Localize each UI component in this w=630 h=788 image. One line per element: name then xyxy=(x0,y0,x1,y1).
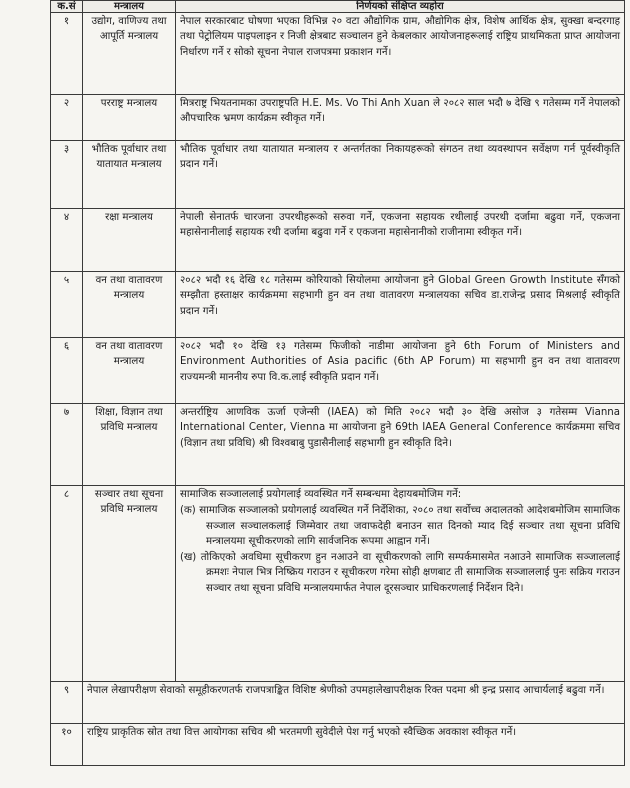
row-decision xyxy=(176,486,625,682)
row-decision: अन्तर्राष्ट्रिय आणविक ऊर्जा एजेन्सी (IAEA) को मिति २०८२ भदौ ३० देखि असोज ३ गतेसम्म Vianna International Center, Vienna मा आयोजना हुने 69th IAEA General Conference कार्यक्रममा सचिव (विज्ञान तथा प्रविधि) श्री विश्वबाबु पुडासैनीलाई सहभागी हुन स्वीकृति दिने। xyxy=(176,404,625,486)
header-decision-summary: निर्णयको संक्षिप्त व्यहोरा xyxy=(176,1,625,13)
row-ministry: शिक्षा, विज्ञान तथा प्रविधि मन्त्रालय xyxy=(83,404,176,486)
row-number: २ xyxy=(51,95,83,141)
row-ministry: रक्षा मन्त्रालय xyxy=(83,209,176,272)
row-ministry: वन तथा वातावरण मन्त्रालय xyxy=(83,338,176,404)
row-number: १० xyxy=(51,724,83,766)
table-row xyxy=(51,682,625,724)
cabinet-decisions-table xyxy=(50,0,625,766)
row-ministry: परराष्ट्र मन्त्रालय xyxy=(83,95,176,141)
row-number: ८ xyxy=(51,486,83,682)
table-row xyxy=(51,724,625,766)
row-decision: नेपाली सेनातर्फ चारजना उपरथीहरूको सरुवा गर्ने, एकजना सहायक रथीलाई उपरथी दर्जामा बढुवा गर्ने, एकजना महासेनानीलाई सहायक रथी दर्जामा बढुवा गर्ने र एकजना महासेनानीको राजीनामा स्वीकृत गर्ने। xyxy=(176,209,625,272)
decision-clause-ka: (क) सामाजिक सञ्जालको प्रयोगलाई व्यवस्थित गर्ने निर्देशिका, २०८० तथा सर्वोच्च अदालतको आदेशबमोजिम सामाजिक सञ्जाल सञ्चालकलाई जिम्मेवार तथा जवाफदेही बनाउन सात दिनको म्याद दिई सञ्चार तथा सूचना प्रविधि मन्त्रालयमा सूचीकरणको लागि सार्वजनिक रूपमा आह्वान गर्ने। xyxy=(180,505,620,547)
table-row xyxy=(51,272,625,338)
row-decision: २०८२ भदौ १६ देखि १८ गतेसम्म कोरियाको सियोलमा आयोजना हुने Global Green Growth Institute सँगको सम्झौता हस्ताक्षर कार्यक्रममा सहभागी हुन वन तथा वातावरण मन्त्रालयका सचिव डा.राजेन्द्र प्रसाद मिश्रलाई स्वीकृति प्रदान गर्ने। xyxy=(176,272,625,338)
row-number: ५ xyxy=(51,272,83,338)
decision-clause-kha: (ख) तोकिएको अवधिमा सूचीकरण हुन नआउने वा सूचीकरणको लागि सम्पर्कमासमेत नआउने सामाजिक सञ्जाललाई क्रमशः नेपाल भित्र निष्क्रिय गराउन र सूचीकरण गरेमा सोही क्षणबाट ती सामाजिक सञ्जाललाई पुनः सक्रिय गराउन सञ्चार तथा सूचना प्रविधि मन्त्रालयमार्फत नेपाल दूरसञ्चार प्राधिकरणलाई निर्देशन दिने। xyxy=(180,552,620,594)
row-decision: भौतिक पूर्वाधार तथा यातायात मन्त्रालय र अन्तर्गतका निकायहरूको संगठन तथा व्यवस्थापन सर्वेक्षण गर्न पूर्वस्वीकृति प्रदान गर्ने। xyxy=(176,141,625,209)
row-decision: राष्ट्रिय प्राकृतिक स्रोत तथा वित्त आयोगका सचिव श्री भरतमणी सुवेदीले पेश गर्नु भएको स्वैच्छिक अवकाश स्वीकृत गर्ने। xyxy=(83,724,625,766)
row-number: ७ xyxy=(51,404,83,486)
table-row xyxy=(51,141,625,209)
table-header-row xyxy=(51,1,625,13)
row-ministry: भौतिक पूर्वाधार तथा यातायात मन्त्रालय xyxy=(83,141,176,209)
table-row xyxy=(51,338,625,404)
row-decision: नेपाल सरकारबाट घोषणा भएका विभिन्न २० वटा औद्योगिक ग्राम, औद्योगिक क्षेत्र, विशेष आर्थिक क्षेत्र, सुक्खा बन्दरगाह तथा पेट्रोलियम पाइपलाइन र निजी क्षेत्रबाट सञ्चालन हुने केबलकार आयोजनाहरूलाई राष्ट्रिय प्राथमिकता प्राप्त आयोजना निर्धारण गर्ने र सोको सूचना नेपाल राजपत्रमा प्रकाशन गर्ने। xyxy=(176,13,625,95)
row-number: १ xyxy=(51,13,83,95)
table-row xyxy=(51,13,625,95)
table-row xyxy=(51,95,625,141)
row-number: ६ xyxy=(51,338,83,404)
decision-intro: सामाजिक सञ्जाललाई प्रयोगलाई व्यवस्थित गर्ने सम्बन्धमा देहायबमोजिम गर्ने: xyxy=(180,489,462,500)
header-serial-number: क.सं xyxy=(51,1,83,13)
row-number: ३ xyxy=(51,141,83,209)
row-number: ९ xyxy=(51,682,83,724)
table-row xyxy=(51,209,625,272)
row-ministry: सञ्चार तथा सूचना प्रविधि मन्त्रालय xyxy=(83,486,176,682)
row-ministry: उद्योग, वाणिज्य तथा आपूर्ति मन्त्रालय xyxy=(83,13,176,95)
table-row xyxy=(51,486,625,682)
header-ministry: मन्त्रालय xyxy=(83,1,176,13)
row-number: ४ xyxy=(51,209,83,272)
row-decision: नेपाल लेखापरीक्षण सेवाको समूहीकरणतर्फ राजपत्राङ्कित विशिष्ट श्रेणीको उपमहालेखापरीक्षक रिक्त पदमा श्री इन्द्र प्रसाद आचार्यलाई बढुवा गर्ने। xyxy=(83,682,625,724)
row-ministry: वन तथा वातावरण मन्त्रालय xyxy=(83,272,176,338)
row-decision: मित्रराष्ट्र भियतनामका उपराष्ट्रपति H.E. Ms. Vo Thi Anh Xuan ले २०८२ साल भदौ ७ देखि ९ गतेसम्म गर्ने नेपालको औपचारिक भ्रमण कार्यक्रम स्वीकृत गर्ने। xyxy=(176,95,625,141)
table-row xyxy=(51,404,625,486)
row-decision: २०८२ भदौ १० देखि १३ गतेसम्म फिजीको नाडीमा आयोजना हुने 6th Forum of Ministers and Environment Authorities of Asia pacific (6th AP Forum) मा सहभागी हुन वन तथा वातावरण राज्यमन्त्री माननीय रुपा वि.क.लाई स्वीकृति प्रदान गर्ने। xyxy=(176,338,625,404)
